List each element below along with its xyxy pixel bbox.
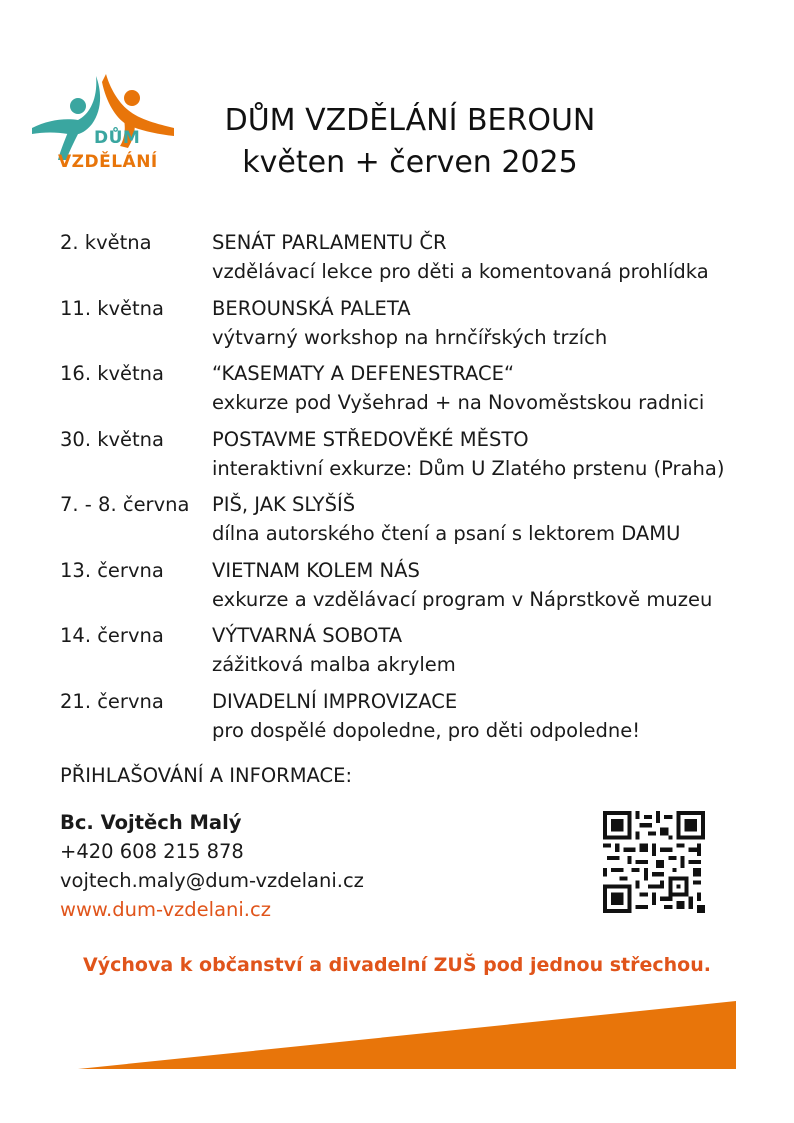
event-date: 16. května: [60, 362, 164, 385]
event-name: VÝTVARNÁ SOBOTA: [212, 624, 403, 647]
event-description: interaktivní exkurze: Dům U Zlatého prstenu (Praha): [212, 456, 725, 480]
event-date: 21. června: [60, 689, 164, 713]
logo-text-dum: DŮM: [94, 128, 141, 148]
event-date: 13. června: [60, 558, 164, 582]
contact-email[interactable]: vojtech.maly@dum-vzdelani.cz: [60, 869, 364, 892]
title-line-2: květen + červen 2025: [242, 145, 578, 180]
info-heading: PŘIHLAŠOVÁNÍ A INFORMACE:: [60, 764, 353, 787]
event-description: zážitková malba akrylem: [212, 653, 456, 676]
contact-name: Bc. Vojtěch Malý: [60, 811, 242, 834]
event-description: exkurze pod Vyšehrad + na Novoměstskou radnici: [212, 391, 705, 414]
event-date: 30. května: [60, 427, 164, 451]
event-name: “KASEMATY A DEFENESTRACE“: [212, 362, 515, 385]
event-description: výtvarný workshop na hrnčířských trzích: [212, 325, 608, 349]
event-name: POSTAVME STŘEDOVĚKÉ MĚSTO: [212, 427, 529, 451]
contact-phone[interactable]: +420 608 215 878: [60, 840, 244, 863]
event-description: dílna autorského čtení a psaní s lektorem DAMU: [212, 522, 681, 545]
event-description: exkurze a vzdělávací program v Náprstkově muzeu: [212, 587, 713, 611]
event-date: 2. května: [60, 231, 152, 254]
event-date: 14. června: [60, 624, 164, 647]
logo-text-vzdelani: VZDĚLÁNÍ: [58, 152, 158, 172]
event-date: 11. května: [60, 296, 164, 320]
slogan: Výchova k občanství a divadelní ZUŠ pod jednou střechou.: [83, 954, 711, 976]
event-name: DIVADELNÍ IMPROVIZACE: [212, 689, 458, 713]
event-name: PIŠ, JAK SLYŠÍŠ: [212, 493, 356, 516]
event-name: SENÁT PARLAMENTU ČR: [212, 231, 447, 254]
event-name: VIETNAM KOLEM NÁS: [212, 558, 420, 582]
website-link[interactable]: www.dum-vzdelani.cz: [60, 898, 271, 921]
event-date: 7. - 8. června: [60, 493, 190, 516]
title-line-1: DŮM VZDĚLÁNÍ BEROUN: [224, 103, 596, 138]
event-description: pro dospělé dopoledne, pro děti odpoledne!: [212, 718, 641, 742]
event-description: vzdělávací lekce pro děti a komentovaná prohlídka: [212, 260, 709, 283]
event-name: BEROUNSKÁ PALETA: [212, 296, 411, 320]
